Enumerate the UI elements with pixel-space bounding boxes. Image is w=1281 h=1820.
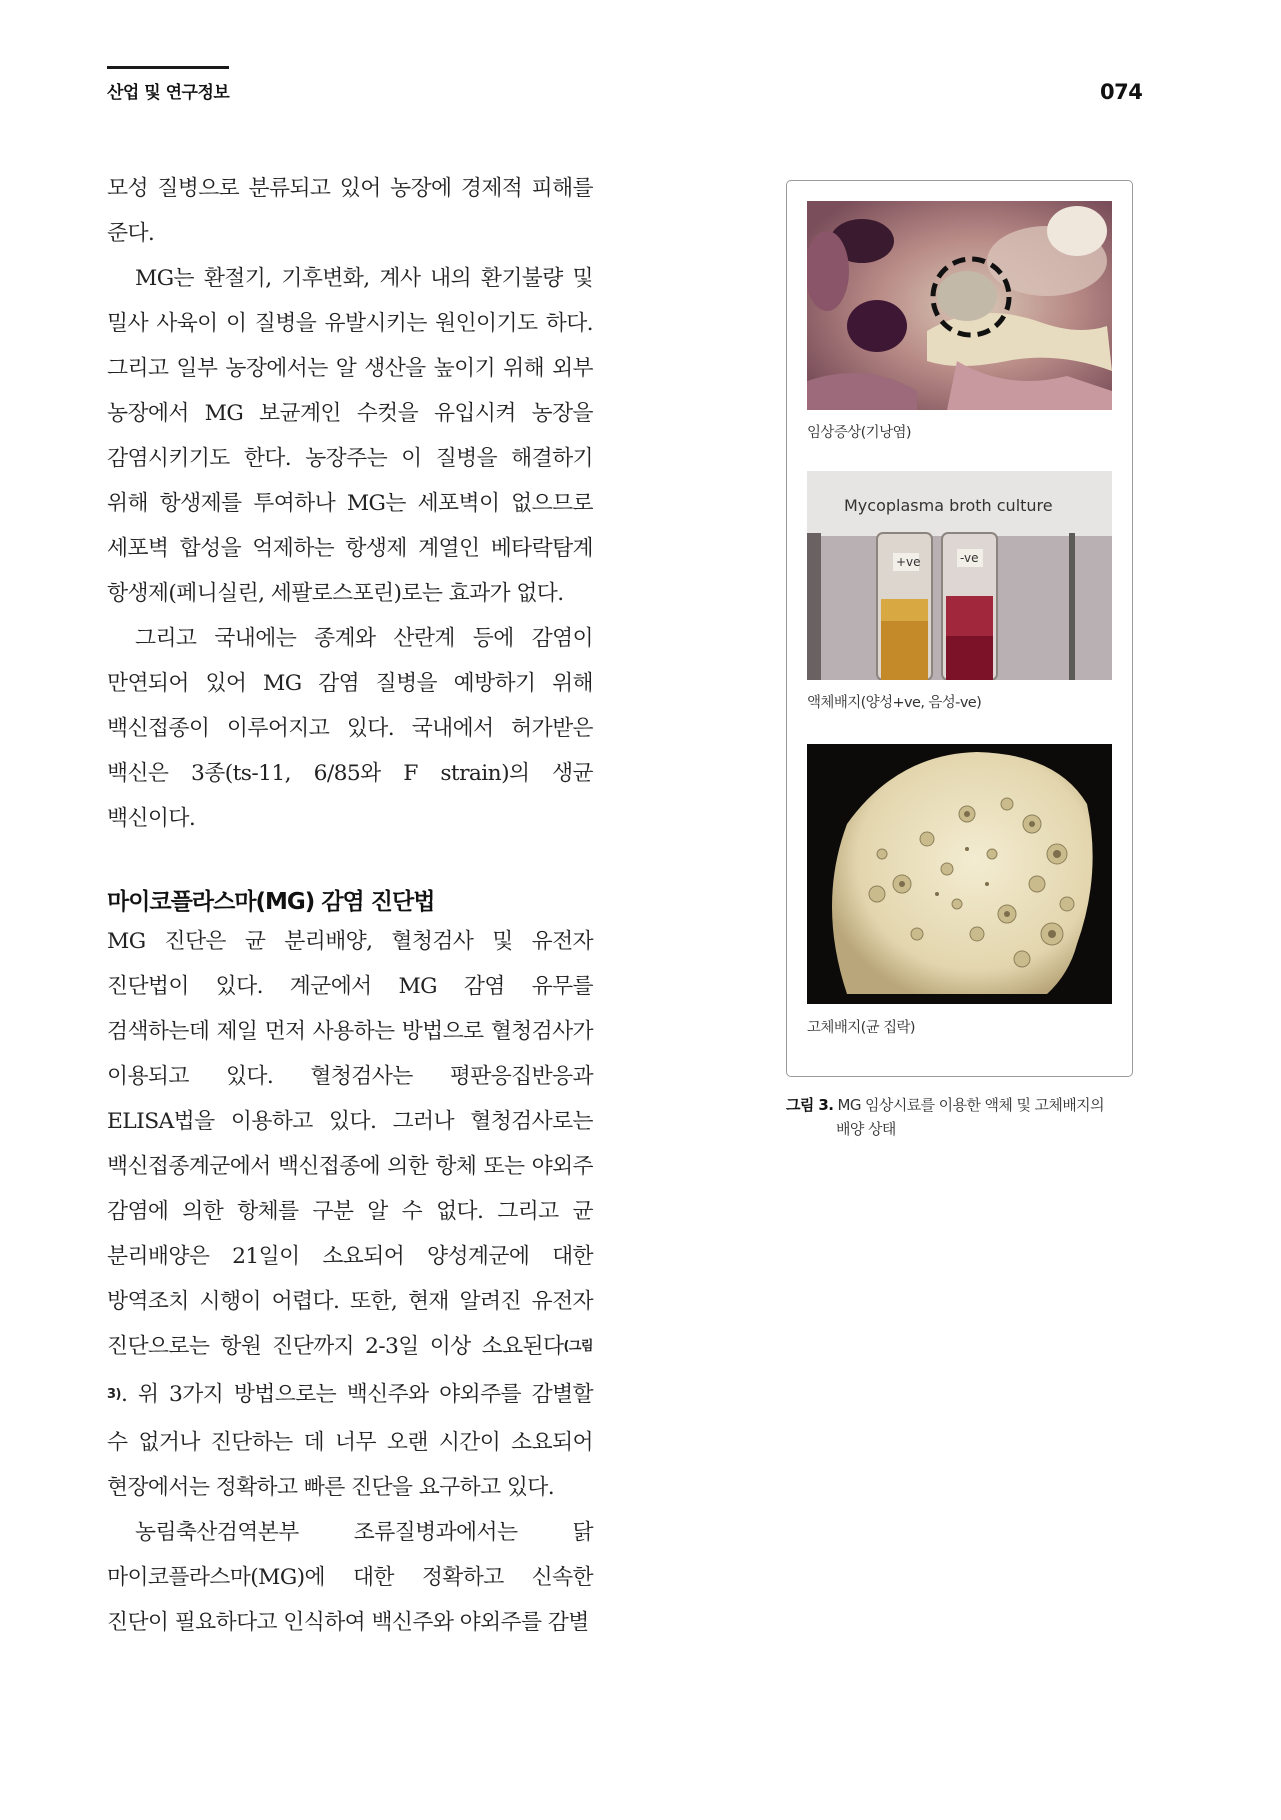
section-heading: 마이코플라스마(MG) 감염 진단법	[107, 889, 435, 915]
paragraph-5: 농림축산검역본부 조류질병과에서는 닭 마이코플라스마(MG)에 대한 정확하고 신속한 진단이 필요하다고 인식하여 백신주와 야외주를 감별	[107, 1520, 593, 1635]
paragraph-4-text-b: . 위 3가지 방법으로는 백신주와 야외주를 감별할 수 없거나 진단하는 데 너무 오랜 시간이 소요되어 현장에서는 정확하고 빠른 진단을 요구하고 있다.	[107, 1382, 593, 1500]
figure-caption	[786, 1093, 1136, 1141]
photo-2-caption: 액체배지(양성+ve, 음성-ve)	[807, 695, 982, 711]
paragraph-1: 모성 질병으로 분류되고 있어 농장에 경제적 피해를 준다.	[107, 176, 593, 246]
figure-caption-text-1: MG 임상시료를 이용한 액체 및 고체배지의	[833, 1096, 1104, 1114]
paragraph-2: MG는 환절기, 기후변화, 계사 내의 환기불량 및 밀사 사육이 이 질병을 유발시키는 원인이기도 하다. 그리고 일부 농장에서는 알 생산을 높이기 위해 외부 농장에서 MG 보균계인 수컷을 유입시켜 농장을 감염시키기도 한다. 농장주는 이 질병을 해결하기 위해 항생제를 투여하나 MG는 세포벽이 없으므로 세포벽 합성을 억제하는 항생제 계열인 베타락탐계 항생제(페니실린, 세팔로스포린)로는 효과가 없다.	[107, 266, 593, 606]
page-number: 074	[1100, 80, 1143, 104]
figure-caption-text-2: 배양 상태	[836, 1120, 896, 1138]
broth-culture-photo	[807, 471, 1112, 680]
tube-negative-label: -ve	[960, 551, 979, 565]
broth-label: Mycoplasma broth culture	[844, 496, 1053, 515]
figure-panel	[786, 180, 1133, 1077]
photo-1-caption: 임상증상(기낭염)	[807, 425, 911, 441]
photo-3-caption: 고체배지(균 집락)	[807, 1020, 915, 1036]
figure-citation: (그림 3)	[107, 1339, 593, 1402]
solid-culture-photo	[807, 744, 1112, 1004]
paragraph-3: 그리고 국내에는 종계와 산란계 등에 감염이 만연되어 있어 MG 감염 질병을 예방하기 위해 백신접종이 이루어지고 있다. 국내에서 허가받은 백신은 3종(ts-11, 6/85와 F strain)의 생균 백신이다.	[107, 626, 593, 831]
clinical-photo	[807, 201, 1112, 410]
section-title: 산업 및 연구정보	[107, 83, 230, 103]
paragraph-4-text-a: MG 진단은 균 분리배양, 혈청검사 및 유전자 진단법이 있다. 계군에서 MG 감염 유무를 검색하는데 제일 먼저 사용하는 방법으로 혈청검사가 이용되고 있다. 혈청검사는 평판응집반응과 ELISA법을 이용하고 있다. 그러나 혈청검사로는 백신접종계군에서 백신접종에 의한 항체 또는 야외주 감염에 의한 항체를 구분 알 수 없다. 그리고 균 분리배양은 21일이 소요되어 양성계군에 대한 방역조치 시행이 어렵다. 또한, 현재 알려진 유전자 진단으로는 항원 진단까지 2-3일 이상 소요된다	[107, 929, 593, 1359]
figure-label: 그림 3.	[786, 1096, 834, 1114]
tube-positive-label: +ve	[896, 555, 921, 569]
paragraph-4	[107, 919, 593, 1510]
header-rule	[107, 66, 229, 69]
article-body	[107, 166, 593, 1645]
